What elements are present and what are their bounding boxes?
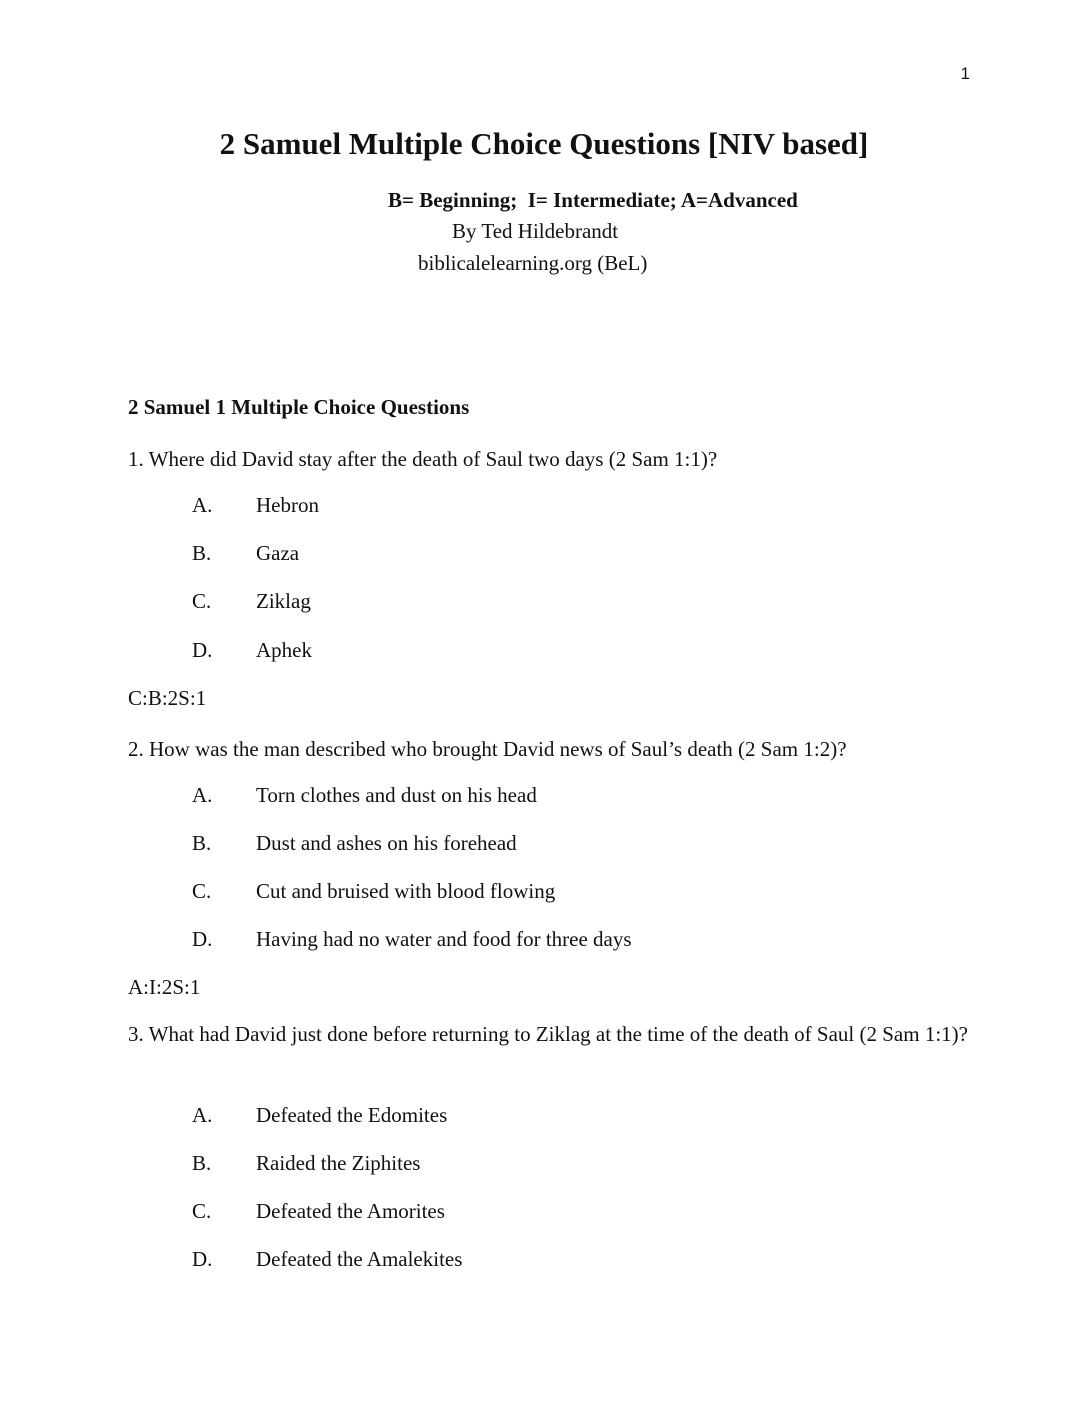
option-letter: B. xyxy=(192,831,212,855)
page-number: 1 xyxy=(960,64,970,83)
option-letter: A. xyxy=(192,493,213,517)
option-text: Defeated the Amorites xyxy=(256,1199,445,1223)
difficulty-legend: B= Beginning; I= Intermediate; A=Advanced xyxy=(388,188,798,212)
option-letter: D. xyxy=(192,1247,213,1271)
question-1: 1. Where did David stay after the death of Saul two days (2 Sam 1:1)? xyxy=(128,447,718,471)
option-letter: C. xyxy=(192,1199,212,1223)
option-text: Cut and bruised with blood flowing xyxy=(256,879,556,903)
option-text: Torn clothes and dust on his head xyxy=(256,783,537,807)
option-text: Raided the Ziphites xyxy=(256,1151,421,1175)
option-text: Hebron xyxy=(256,493,319,517)
option-text: Dust and ashes on his forehead xyxy=(256,831,517,855)
option-letter: B. xyxy=(192,541,212,565)
author-line: By Ted Hildebrandt xyxy=(452,219,619,243)
question-2-answer-code: A:I:2S:1 xyxy=(128,975,201,999)
option-text: Gaza xyxy=(256,541,300,565)
option-letter: A. xyxy=(192,1103,213,1127)
option-letter: A. xyxy=(192,783,213,807)
option-text: Ziklag xyxy=(256,589,311,613)
section-heading: 2 Samuel 1 Multiple Choice Questions xyxy=(128,395,470,419)
question-1-answer-code: C:B:2S:1 xyxy=(128,686,207,710)
option-letter: D. xyxy=(192,638,213,662)
site-line: biblicalelearning.org (BeL) xyxy=(418,251,648,275)
option-text: Aphek xyxy=(256,638,312,662)
option-text: Having had no water and food for three days xyxy=(256,927,632,951)
option-letter: D. xyxy=(192,927,213,951)
option-text: Defeated the Amalekites xyxy=(256,1247,463,1271)
document-title: 2 Samuel Multiple Choice Questions [NIV based] xyxy=(219,126,869,161)
option-letter: C. xyxy=(192,879,212,903)
option-letter: B. xyxy=(192,1151,212,1175)
question-3: 3. What had David just done before returning to Ziklag at the time of the death of Saul (2 Sam 1:1)? xyxy=(128,1022,968,1046)
option-text: Defeated the Edomites xyxy=(256,1103,448,1127)
question-2: 2. How was the man described who brought David news of Saul’s death (2 Sam 1:2)? xyxy=(128,737,847,761)
option-letter: C. xyxy=(192,589,212,613)
